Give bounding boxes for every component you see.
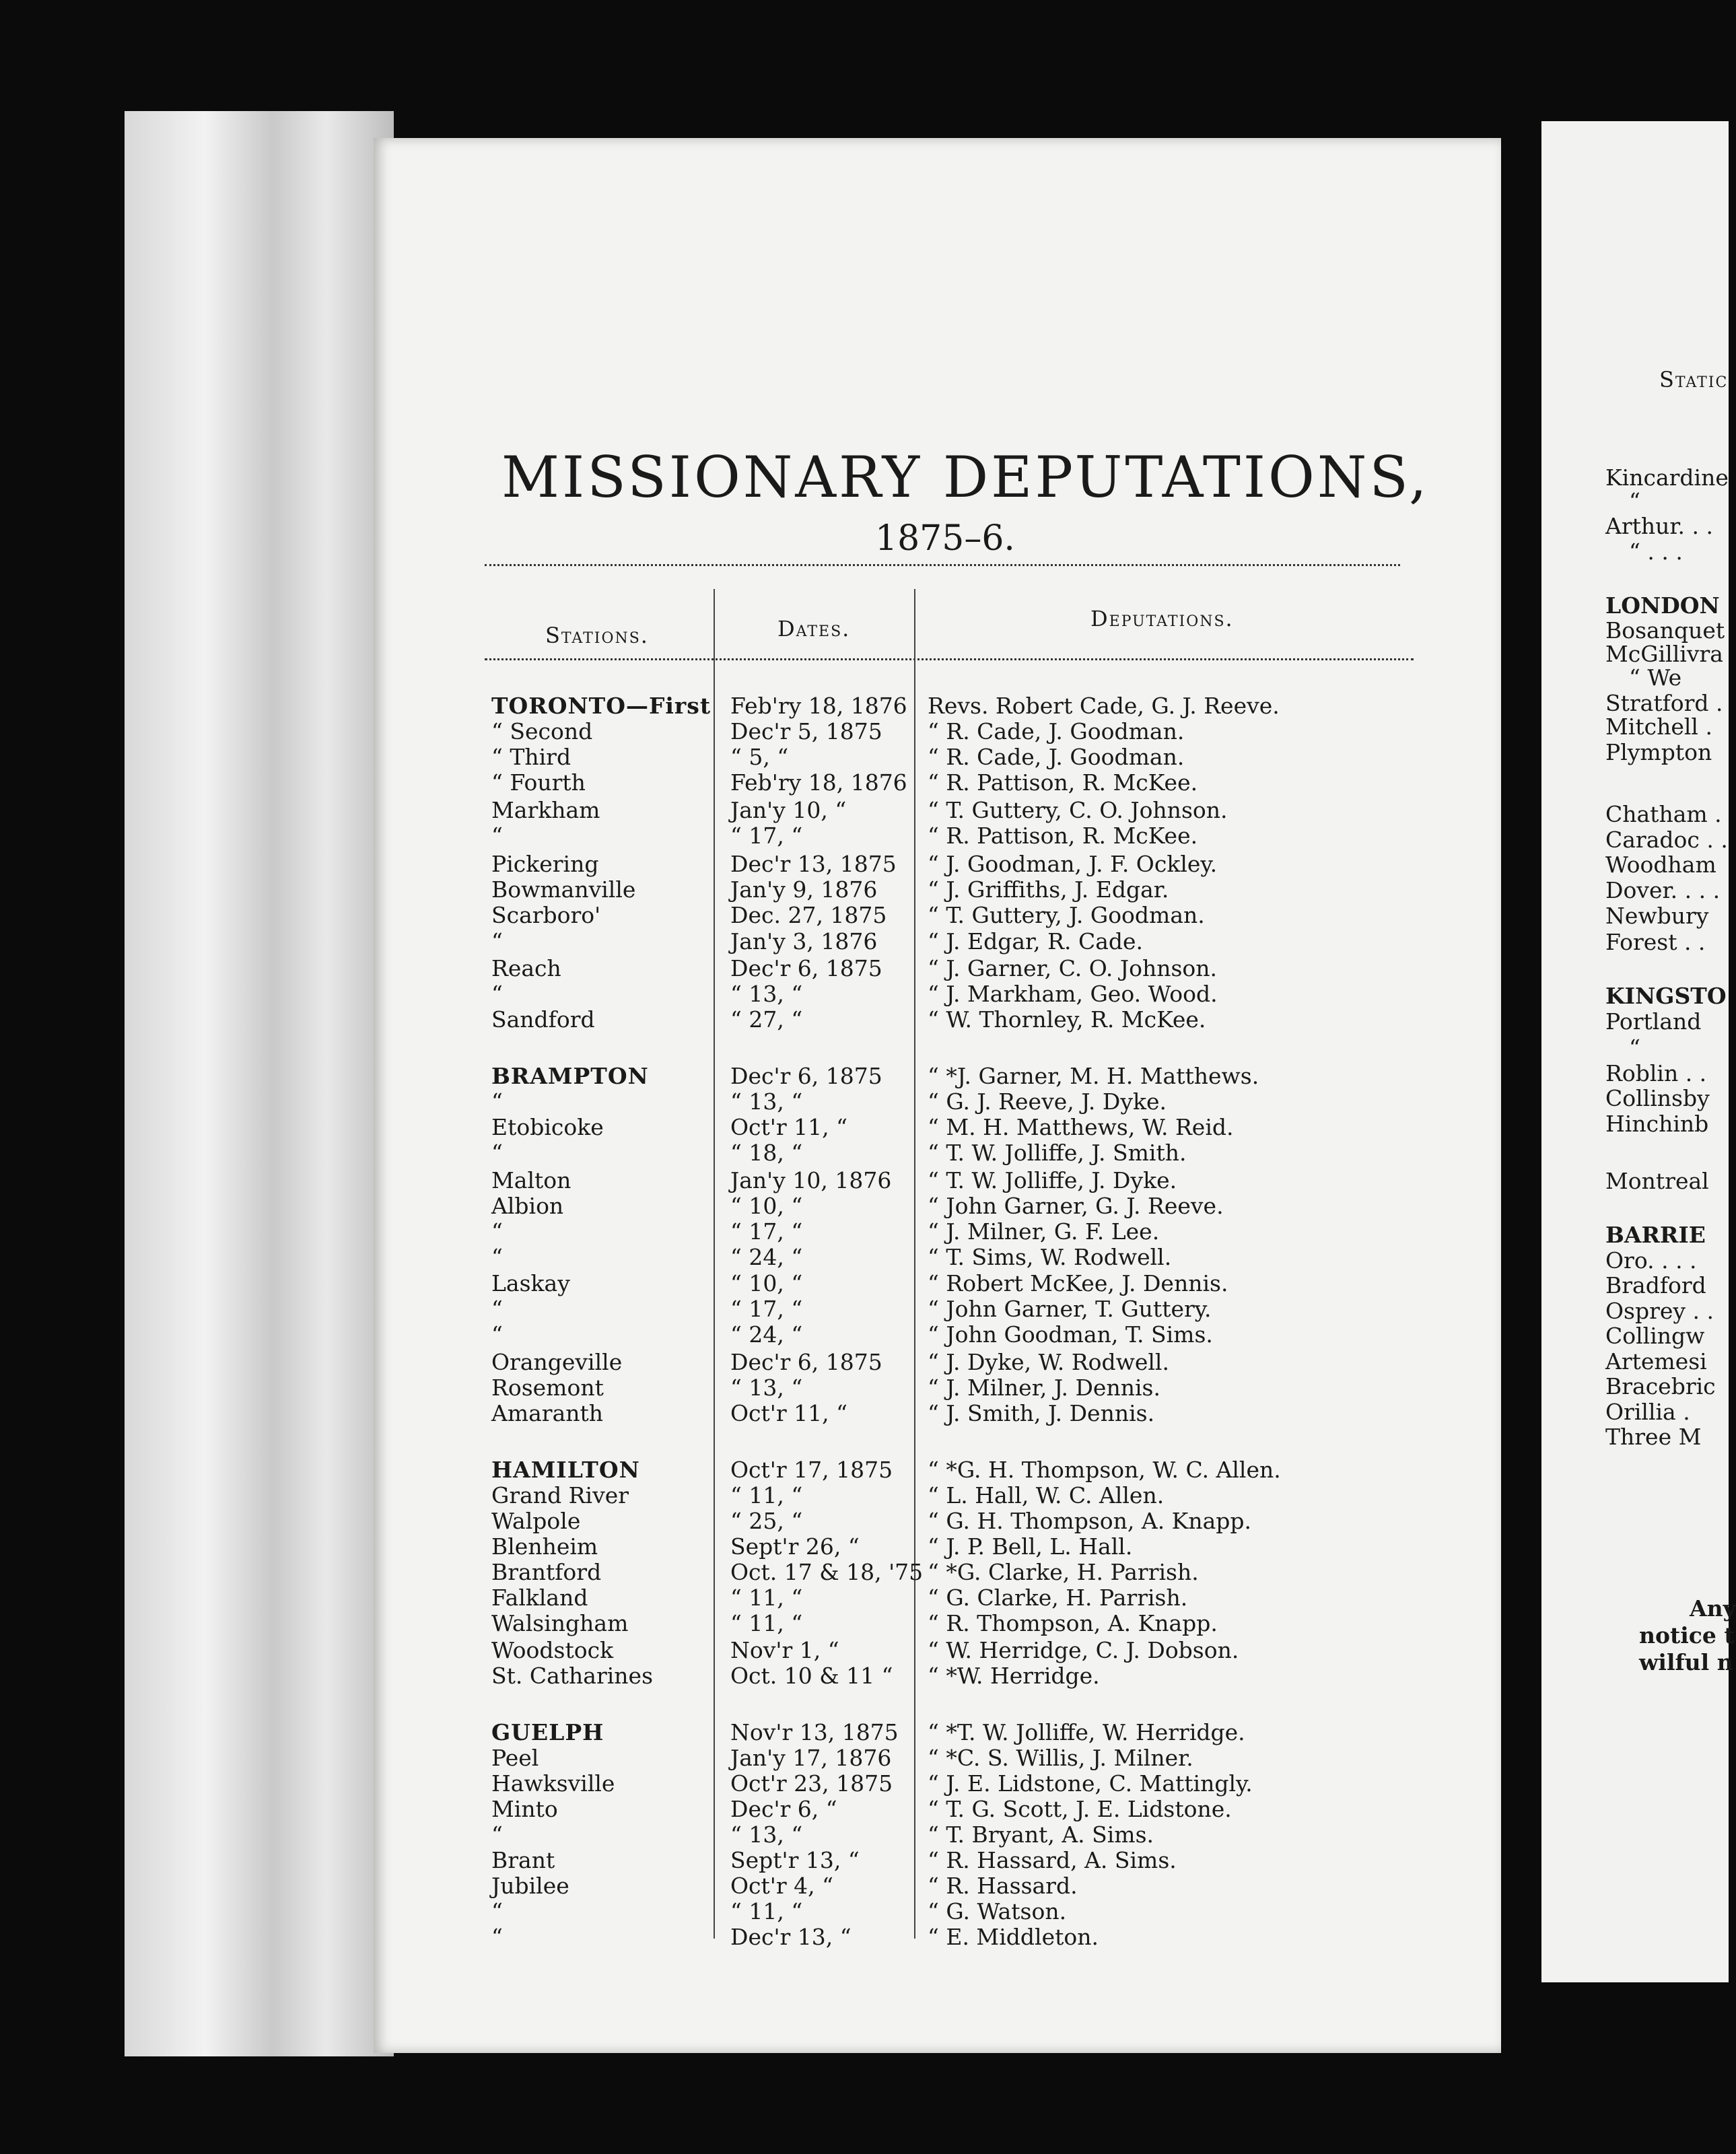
right-page-station: Collingw — [1605, 1323, 1705, 1349]
station-cell: Hawksville — [491, 1770, 615, 1797]
deputation-cell: “ *W. Herridge. — [928, 1663, 1100, 1689]
station-cell: St. Catharines — [491, 1663, 654, 1689]
station-cell: Peel — [491, 1745, 539, 1771]
table-row — [491, 1822, 1434, 1848]
deputation-cell: “ J. Garner, C. O. Johnson. — [928, 955, 1218, 981]
right-page-station: Caradoc . . — [1605, 827, 1728, 853]
date-cell: Dec'r 6, 1875 — [730, 1063, 882, 1089]
station-cell: Minto — [491, 1796, 558, 1822]
right-page-station: Mitchell . — [1605, 714, 1712, 740]
deputation-cell: “ J. P. Bell, L. Hall. — [928, 1533, 1133, 1560]
table-row — [491, 1168, 1434, 1193]
deputation-cell: “ *T. W. Jolliffe, W. Herridge. — [928, 1719, 1245, 1745]
station-cell: “ Fourth — [491, 769, 586, 796]
station-cell: “ — [491, 1924, 503, 1950]
right-page-station: “ — [1629, 1035, 1640, 1061]
station-cell: Jubilee — [491, 1873, 569, 1899]
table-row — [491, 852, 1434, 877]
right-page-station: Kincardine — [1605, 464, 1729, 491]
station-cell: Reach — [491, 955, 561, 981]
table-row — [491, 1848, 1434, 1873]
deputation-cell: “ W. Herridge, C. J. Dobson. — [928, 1637, 1239, 1663]
deputation-cell: “ John Garner, T. Guttery. — [928, 1296, 1212, 1322]
deputation-cell: “ E. Middleton. — [928, 1924, 1099, 1950]
date-cell: Dec'r 6, “ — [730, 1796, 837, 1822]
date-cell: Oct'r 11, “ — [730, 1400, 847, 1426]
table-row — [491, 1457, 1434, 1483]
date-cell: “ 5, “ — [730, 744, 789, 770]
right-page-station: Hinchinb — [1605, 1111, 1709, 1137]
table-row — [491, 1219, 1434, 1245]
table-row — [491, 1797, 1434, 1822]
station-cell: Amaranth — [491, 1400, 604, 1426]
station-cell: HAMILTON — [491, 1457, 640, 1483]
date-cell: Jan'y 9, 1876 — [730, 876, 878, 903]
deputation-cell: “ R. Thompson, A. Knapp. — [928, 1610, 1218, 1636]
table-row — [491, 956, 1434, 981]
right-page-station: Bosanquet — [1605, 617, 1725, 644]
right-page-note-line: wilful n — [1639, 1649, 1733, 1675]
station-cell: Albion — [491, 1193, 564, 1219]
date-cell: Oct'r 11, “ — [730, 1114, 847, 1140]
deputation-cell: “ G. Watson. — [928, 1898, 1067, 1924]
station-cell: Falkland — [491, 1585, 588, 1611]
right-page-station: Collinsby — [1605, 1085, 1710, 1111]
table-row — [491, 770, 1434, 796]
date-cell: Nov'r 13, 1875 — [730, 1719, 899, 1745]
table-row — [491, 1899, 1434, 1924]
right-page-station: Portland — [1605, 1008, 1702, 1035]
date-cell: “ 27, “ — [730, 1006, 803, 1033]
station-cell: Blenheim — [491, 1533, 598, 1560]
date-cell: “ 18, “ — [730, 1140, 803, 1166]
date-cell: Dec'r 6, 1875 — [730, 1349, 882, 1375]
deputation-cell: “ J. Milner, J. Dennis. — [928, 1375, 1160, 1401]
table-row — [491, 1534, 1434, 1560]
table-row — [491, 1322, 1434, 1348]
table-row — [491, 1140, 1434, 1166]
deputation-cell: “ R. Cade, J. Goodman. — [928, 718, 1185, 744]
deputation-cell: “ G. Clarke, H. Parrish. — [928, 1585, 1188, 1611]
date-cell: “ 13, “ — [730, 981, 803, 1007]
table-row — [491, 1245, 1434, 1270]
deputation-cell: “ T. Sims, W. Rodwell. — [928, 1244, 1172, 1270]
station-cell: GUELPH — [491, 1719, 604, 1745]
right-page-header: Static — [1659, 367, 1729, 392]
right-page-station: Three M — [1605, 1424, 1702, 1450]
station-cell: BRAMPTON — [491, 1063, 649, 1089]
date-cell: “ 13, “ — [730, 1088, 803, 1115]
deputation-cell: “ T. W. Jolliffe, J. Dyke. — [928, 1167, 1177, 1193]
table-row — [491, 1745, 1434, 1771]
date-cell: Sept'r 13, “ — [730, 1847, 860, 1873]
table-row — [491, 1560, 1434, 1585]
date-cell: Jan'y 10, 1876 — [730, 1167, 892, 1193]
date-cell: Dec. 27, 1875 — [730, 902, 887, 928]
table-row — [491, 719, 1434, 744]
right-page-station: Artemesi — [1605, 1348, 1707, 1375]
deputation-cell: “ R. Hassard. — [928, 1873, 1078, 1899]
station-cell: “ — [491, 1218, 503, 1245]
deputation-cell: “ T. G. Scott, J. E. Lidstone. — [928, 1796, 1232, 1822]
deputation-cell: “ R. Pattison, R. McKee. — [928, 769, 1198, 796]
table-row — [491, 877, 1434, 903]
deputation-cell: “ R. Pattison, R. McKee. — [928, 823, 1198, 849]
table-row — [491, 1401, 1434, 1426]
table-row — [491, 823, 1434, 849]
date-cell: Oct. 10 & 11 “ — [730, 1663, 893, 1689]
deputation-cell: “ G. J. Reeve, J. Dyke. — [928, 1088, 1167, 1115]
table-row — [491, 1585, 1434, 1611]
deputation-cell: “ J. Griffiths, J. Edgar. — [928, 876, 1169, 903]
right-page-station: Osprey . . — [1605, 1298, 1714, 1324]
station-cell: Sandford — [491, 1006, 595, 1033]
right-page-station: Dover. . . . — [1605, 877, 1721, 903]
station-cell: Brant — [491, 1847, 555, 1873]
deputation-cell: “ J. Goodman, J. F. Ockley. — [928, 851, 1218, 877]
table-row — [491, 798, 1434, 823]
table-row — [491, 1611, 1434, 1636]
right-page-station: Stratford . — [1605, 690, 1723, 716]
deputation-cell: “ *C. S. Willis, J. Milner. — [928, 1745, 1193, 1771]
table-row — [491, 744, 1434, 770]
deputation-cell: “ R. Hassard, A. Sims. — [928, 1847, 1177, 1873]
deputation-cell: “ J. E. Lidstone, C. Mattingly. — [928, 1770, 1253, 1797]
station-cell: Bowmanville — [491, 876, 636, 903]
station-cell: Woodstock — [491, 1637, 614, 1663]
table-row — [491, 1007, 1434, 1033]
station-cell: Brantford — [491, 1559, 602, 1585]
station-cell: “ — [491, 1898, 503, 1924]
deputation-cell: “ T. Bryant, A. Sims. — [928, 1821, 1154, 1848]
date-cell: Dec'r 5, 1875 — [730, 718, 882, 744]
deputation-cell: “ John Garner, G. J. Reeve. — [928, 1193, 1224, 1219]
date-cell: “ 10, “ — [730, 1193, 803, 1219]
station-cell: Walsingham — [491, 1610, 629, 1636]
deputation-cell: “ W. Thornley, R. McKee. — [928, 1006, 1206, 1033]
table-row — [491, 1483, 1434, 1508]
table-row — [491, 1720, 1434, 1745]
right-page-station: Montreal — [1605, 1168, 1709, 1194]
date-cell: “ 25, “ — [730, 1508, 803, 1534]
page-subtitle: 1875–6. — [875, 518, 1015, 559]
date-cell: “ 24, “ — [730, 1244, 803, 1270]
table-row — [491, 981, 1434, 1007]
table-row — [491, 1064, 1434, 1089]
station-cell: Malton — [491, 1167, 571, 1193]
right-page-station: “ — [1629, 488, 1640, 514]
station-cell: “ — [491, 1140, 503, 1166]
station-cell: Grand River — [491, 1482, 629, 1508]
table-row — [491, 1350, 1434, 1375]
deputation-cell: “ R. Cade, J. Goodman. — [928, 744, 1185, 770]
date-cell: “ 24, “ — [730, 1321, 803, 1348]
right-page-note-line: notice t — [1639, 1622, 1735, 1648]
date-cell: Feb'ry 18, 1876 — [730, 769, 907, 796]
table-row — [491, 1508, 1434, 1534]
date-cell: Sept'r 26, “ — [730, 1533, 860, 1560]
date-cell: Feb'ry 18, 1876 — [730, 693, 907, 719]
header-deputations: Deputations. — [1090, 606, 1234, 631]
table-row — [491, 1771, 1434, 1797]
date-cell: Dec'r 13, “ — [730, 1924, 852, 1950]
right-page-station: Woodham — [1605, 852, 1716, 878]
right-page-station: Plympton — [1605, 739, 1712, 765]
table-row — [491, 1193, 1434, 1219]
deputation-cell: “ *G. Clarke, H. Parrish. — [928, 1559, 1199, 1585]
date-cell: Oct'r 17, 1875 — [730, 1457, 893, 1483]
station-cell: “ — [491, 928, 503, 954]
table-row — [491, 1924, 1434, 1950]
right-page-station: Bradford — [1605, 1272, 1706, 1298]
date-cell: Oct'r 4, “ — [730, 1873, 833, 1899]
right-page-station: Newbury — [1605, 903, 1709, 929]
right-page-station: Arthur. . . — [1605, 513, 1713, 539]
table-row — [491, 1089, 1434, 1115]
deputation-cell: “ T. Guttery, J. Goodman. — [928, 902, 1205, 928]
date-cell: Dec'r 13, 1875 — [730, 851, 897, 877]
station-cell: Laskay — [491, 1270, 570, 1296]
station-cell: “ Second — [491, 718, 593, 744]
right-page-station: Chatham . — [1605, 801, 1722, 827]
table-row — [491, 1873, 1434, 1899]
station-cell: “ — [491, 1321, 503, 1348]
right-page-station: Roblin . . — [1605, 1060, 1707, 1086]
station-cell: Markham — [491, 797, 600, 823]
header-stations: Stations. — [545, 623, 649, 648]
deputation-cell: “ T. Guttery, C. O. Johnson. — [928, 797, 1228, 823]
station-cell: “ — [491, 981, 503, 1007]
station-cell: TORONTO—First — [491, 693, 711, 719]
date-cell: “ 17, “ — [730, 1218, 803, 1245]
date-cell: “ 11, “ — [730, 1482, 803, 1508]
station-cell: Rosemont — [491, 1375, 604, 1401]
right-page-station: LONDON — [1605, 592, 1720, 619]
date-cell: “ 13, “ — [730, 1375, 803, 1401]
header-dates: Dates. — [777, 616, 851, 641]
deputation-cell: “ G. H. Thompson, A. Knapp. — [928, 1508, 1251, 1534]
station-cell: Etobicoke — [491, 1114, 604, 1140]
station-cell: Scarboro' — [491, 902, 601, 928]
deputation-cell: “ John Goodman, T. Sims. — [928, 1321, 1213, 1348]
right-page-station: “ . . . — [1629, 538, 1683, 565]
date-cell: “ 11, “ — [730, 1610, 803, 1636]
table-row — [491, 1638, 1434, 1663]
date-cell: “ 13, “ — [730, 1821, 803, 1848]
deputation-cell: “ T. W. Jolliffe, J. Smith. — [928, 1140, 1187, 1166]
right-page-station: Orillia . — [1605, 1399, 1690, 1425]
table-row — [491, 693, 1434, 719]
station-cell: “ — [491, 1296, 503, 1322]
right-page-station: KINGSTO — [1605, 983, 1727, 1009]
date-cell: “ 10, “ — [730, 1270, 803, 1296]
date-cell: Oct. 17 & 18, '75 — [730, 1559, 924, 1585]
deputation-cell: “ M. H. Matthews, W. Reid. — [928, 1114, 1234, 1140]
table-row — [491, 1115, 1434, 1140]
station-cell: Pickering — [491, 851, 599, 877]
date-cell: “ 11, “ — [730, 1585, 803, 1611]
station-cell: “ Third — [491, 744, 571, 770]
right-page-station: Forest . . — [1605, 929, 1706, 955]
station-cell: “ — [491, 1244, 503, 1270]
right-page-station: Oro. . . . — [1605, 1247, 1697, 1274]
date-cell: Nov'r 1, “ — [730, 1637, 839, 1663]
table-row — [491, 929, 1434, 954]
deputation-cell: “ J. Milner, G. F. Lee. — [928, 1218, 1160, 1245]
date-cell: Jan'y 17, 1876 — [730, 1745, 892, 1771]
right-page-station: BARRIE — [1605, 1222, 1706, 1248]
deputation-cell: Revs. Robert Cade, G. J. Reeve. — [928, 693, 1280, 719]
right-page-station: McGillivra — [1605, 641, 1723, 667]
date-cell: Dec'r 6, 1875 — [730, 955, 882, 981]
deputation-cell: “ J. Smith, J. Dennis. — [928, 1400, 1155, 1426]
table-row — [491, 1375, 1434, 1401]
station-cell: “ — [491, 823, 503, 849]
table-row — [491, 903, 1434, 928]
date-cell: “ 17, “ — [730, 1296, 803, 1322]
deputation-cell: “ J. Dyke, W. Rodwell. — [928, 1349, 1169, 1375]
station-cell: Walpole — [491, 1508, 581, 1534]
deputation-cell: “ Robert McKee, J. Dennis. — [928, 1270, 1228, 1296]
station-cell: “ — [491, 1821, 503, 1848]
date-cell: “ 17, “ — [730, 823, 803, 849]
deputation-cell: “ J. Markham, Geo. Wood. — [928, 981, 1218, 1007]
page-title: MISSIONARY DEPUTATIONS, — [501, 444, 1430, 510]
right-page-station: “ We — [1629, 664, 1682, 691]
book-page-edges — [125, 111, 394, 2056]
date-cell: Jan'y 10, “ — [730, 797, 847, 823]
deputation-cell: “ *J. Garner, M. H. Matthews. — [928, 1063, 1259, 1089]
table-row — [491, 1271, 1434, 1296]
deputation-cell: “ L. Hall, W. C. Allen. — [928, 1482, 1165, 1508]
deputation-cell: “ J. Edgar, R. Cade. — [928, 928, 1144, 954]
right-page-note-line: Any — [1690, 1595, 1736, 1622]
table-row — [491, 1663, 1434, 1689]
top-rule — [485, 564, 1400, 566]
date-cell: “ 11, “ — [730, 1898, 803, 1924]
right-page-station: Bracebric — [1605, 1373, 1716, 1399]
date-cell: Oct'r 23, 1875 — [730, 1770, 893, 1797]
date-cell: Jan'y 3, 1876 — [730, 928, 878, 954]
table-row — [491, 1296, 1434, 1322]
deputation-cell: “ *G. H. Thompson, W. C. Allen. — [928, 1457, 1281, 1483]
station-cell: “ — [491, 1088, 503, 1115]
station-cell: Orangeville — [491, 1349, 623, 1375]
header-rule — [485, 658, 1414, 660]
